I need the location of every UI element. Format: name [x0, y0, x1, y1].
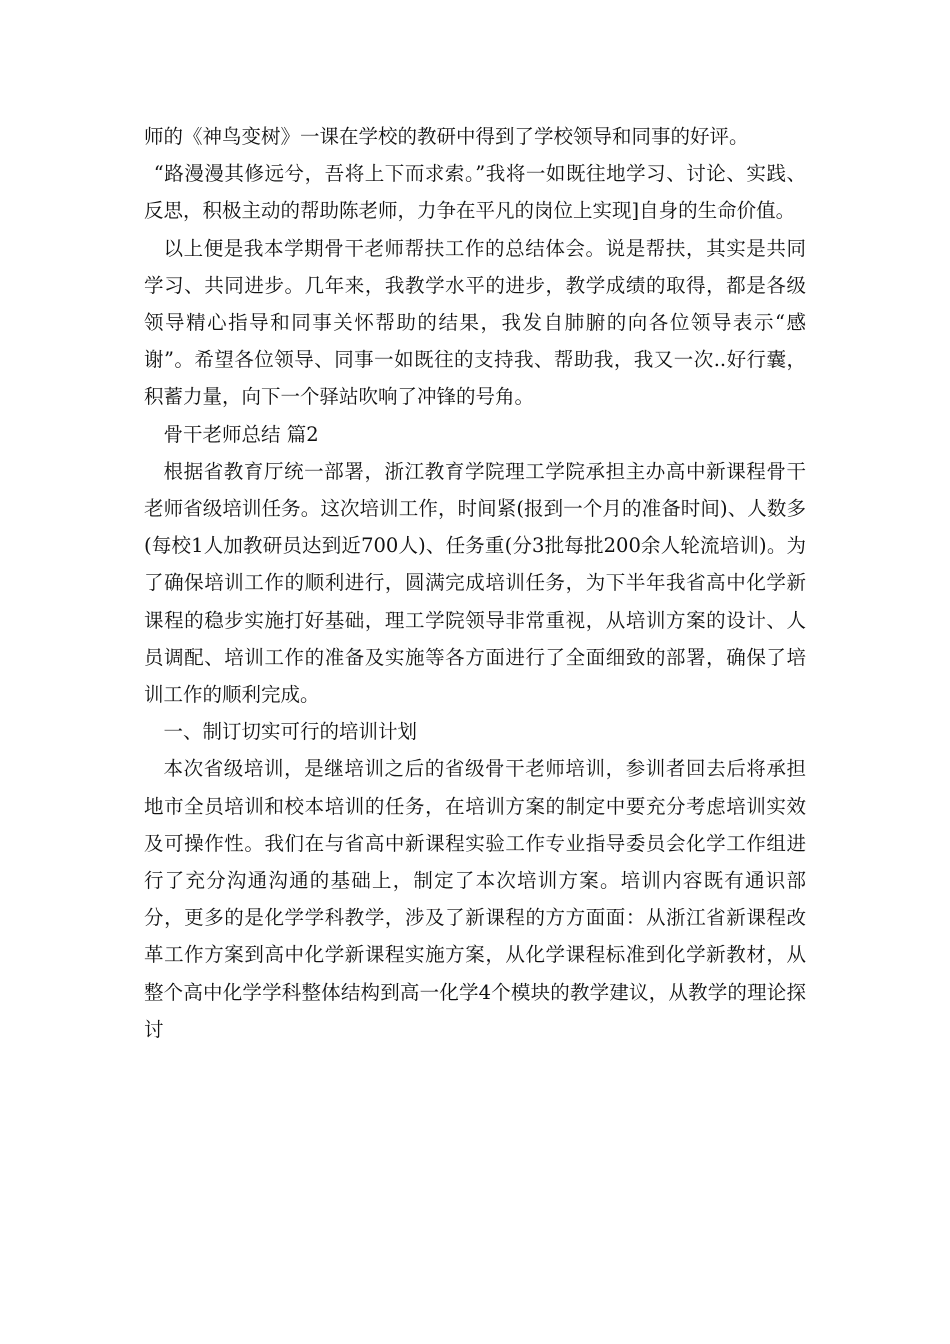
- subsection-heading-1: 一、制订切实可行的培训计划: [163, 720, 418, 744]
- section-heading-2: 骨干老师总结 篇2: [163, 422, 319, 446]
- document-page: [144, 118, 806, 1048]
- paragraph-1: 师的《神鸟变树》一课在学校的教研中得到了学校领导和同事的好评。: [144, 125, 749, 148]
- paragraph-2: “路漫漫其修远兮，吾将上下而求索。”我将一如既往地学习、讨论、实践、反思，积极主动的帮助陈老师，力争在平凡的岗位上实现]自身的生命价值。: [144, 162, 806, 223]
- paragraph-5: 根据省教育厅统一部署，浙江教育学院理工学院承担主办高中新课程骨干老师省级培训任务。这次培训工作，时间紧(报到一个月的准备时间)、人数多(每校1人加教研员达到近700人)、任务重(分3批每批200余人轮流培训)。为了确保培训工作的顺利进行，圆满完成培训任务，为下半年我省高中化学新课程的稳步实施打好基础，理工学院领导非常重视，从培训方案的设计、人员调配、培训工作的准备及实施等各方面进行了全面细致的部署，确保了培训工作的顺利完成。: [144, 459, 806, 707]
- paragraph-7: 本次省级培训，是继培训之后的省级骨干老师培训，参训者回去后将承担地市全员培训和校本培训的任务，在培训方案的制定中要充分考虑培训实效及可操作性。我们在与省高中新课程实验工作专业指导委员会化学工作组进行了充分沟通沟通的基础上，制定了本次培训方案。培训内容既有通识部分，更多的是化学学科教学，涉及了新课程的方方面面：从浙江省新课程改革工作方案到高中化学新课程实施方案，从化学课程标准到化学新教材，从整个高中化学学科整体结构到高一化学4个模块的教学建议，从教学的理论探讨: [144, 757, 806, 1041]
- paragraph-3: 以上便是我本学期骨干老师帮扶工作的总结体会。说是帮扶，其实是共同学习、共同进步。几年来，我教学水平的进步，教学成绩的取得，都是各级领导精心指导和同事关怀帮助的结果，我发自肺腑的向各位领导表示“感谢”。希望各位领导、同事一如既往的支持我、帮助我，我又一次..好行囊，积蓄力量，向下一个驿站吹响了冲锋的号角。: [144, 236, 806, 409]
